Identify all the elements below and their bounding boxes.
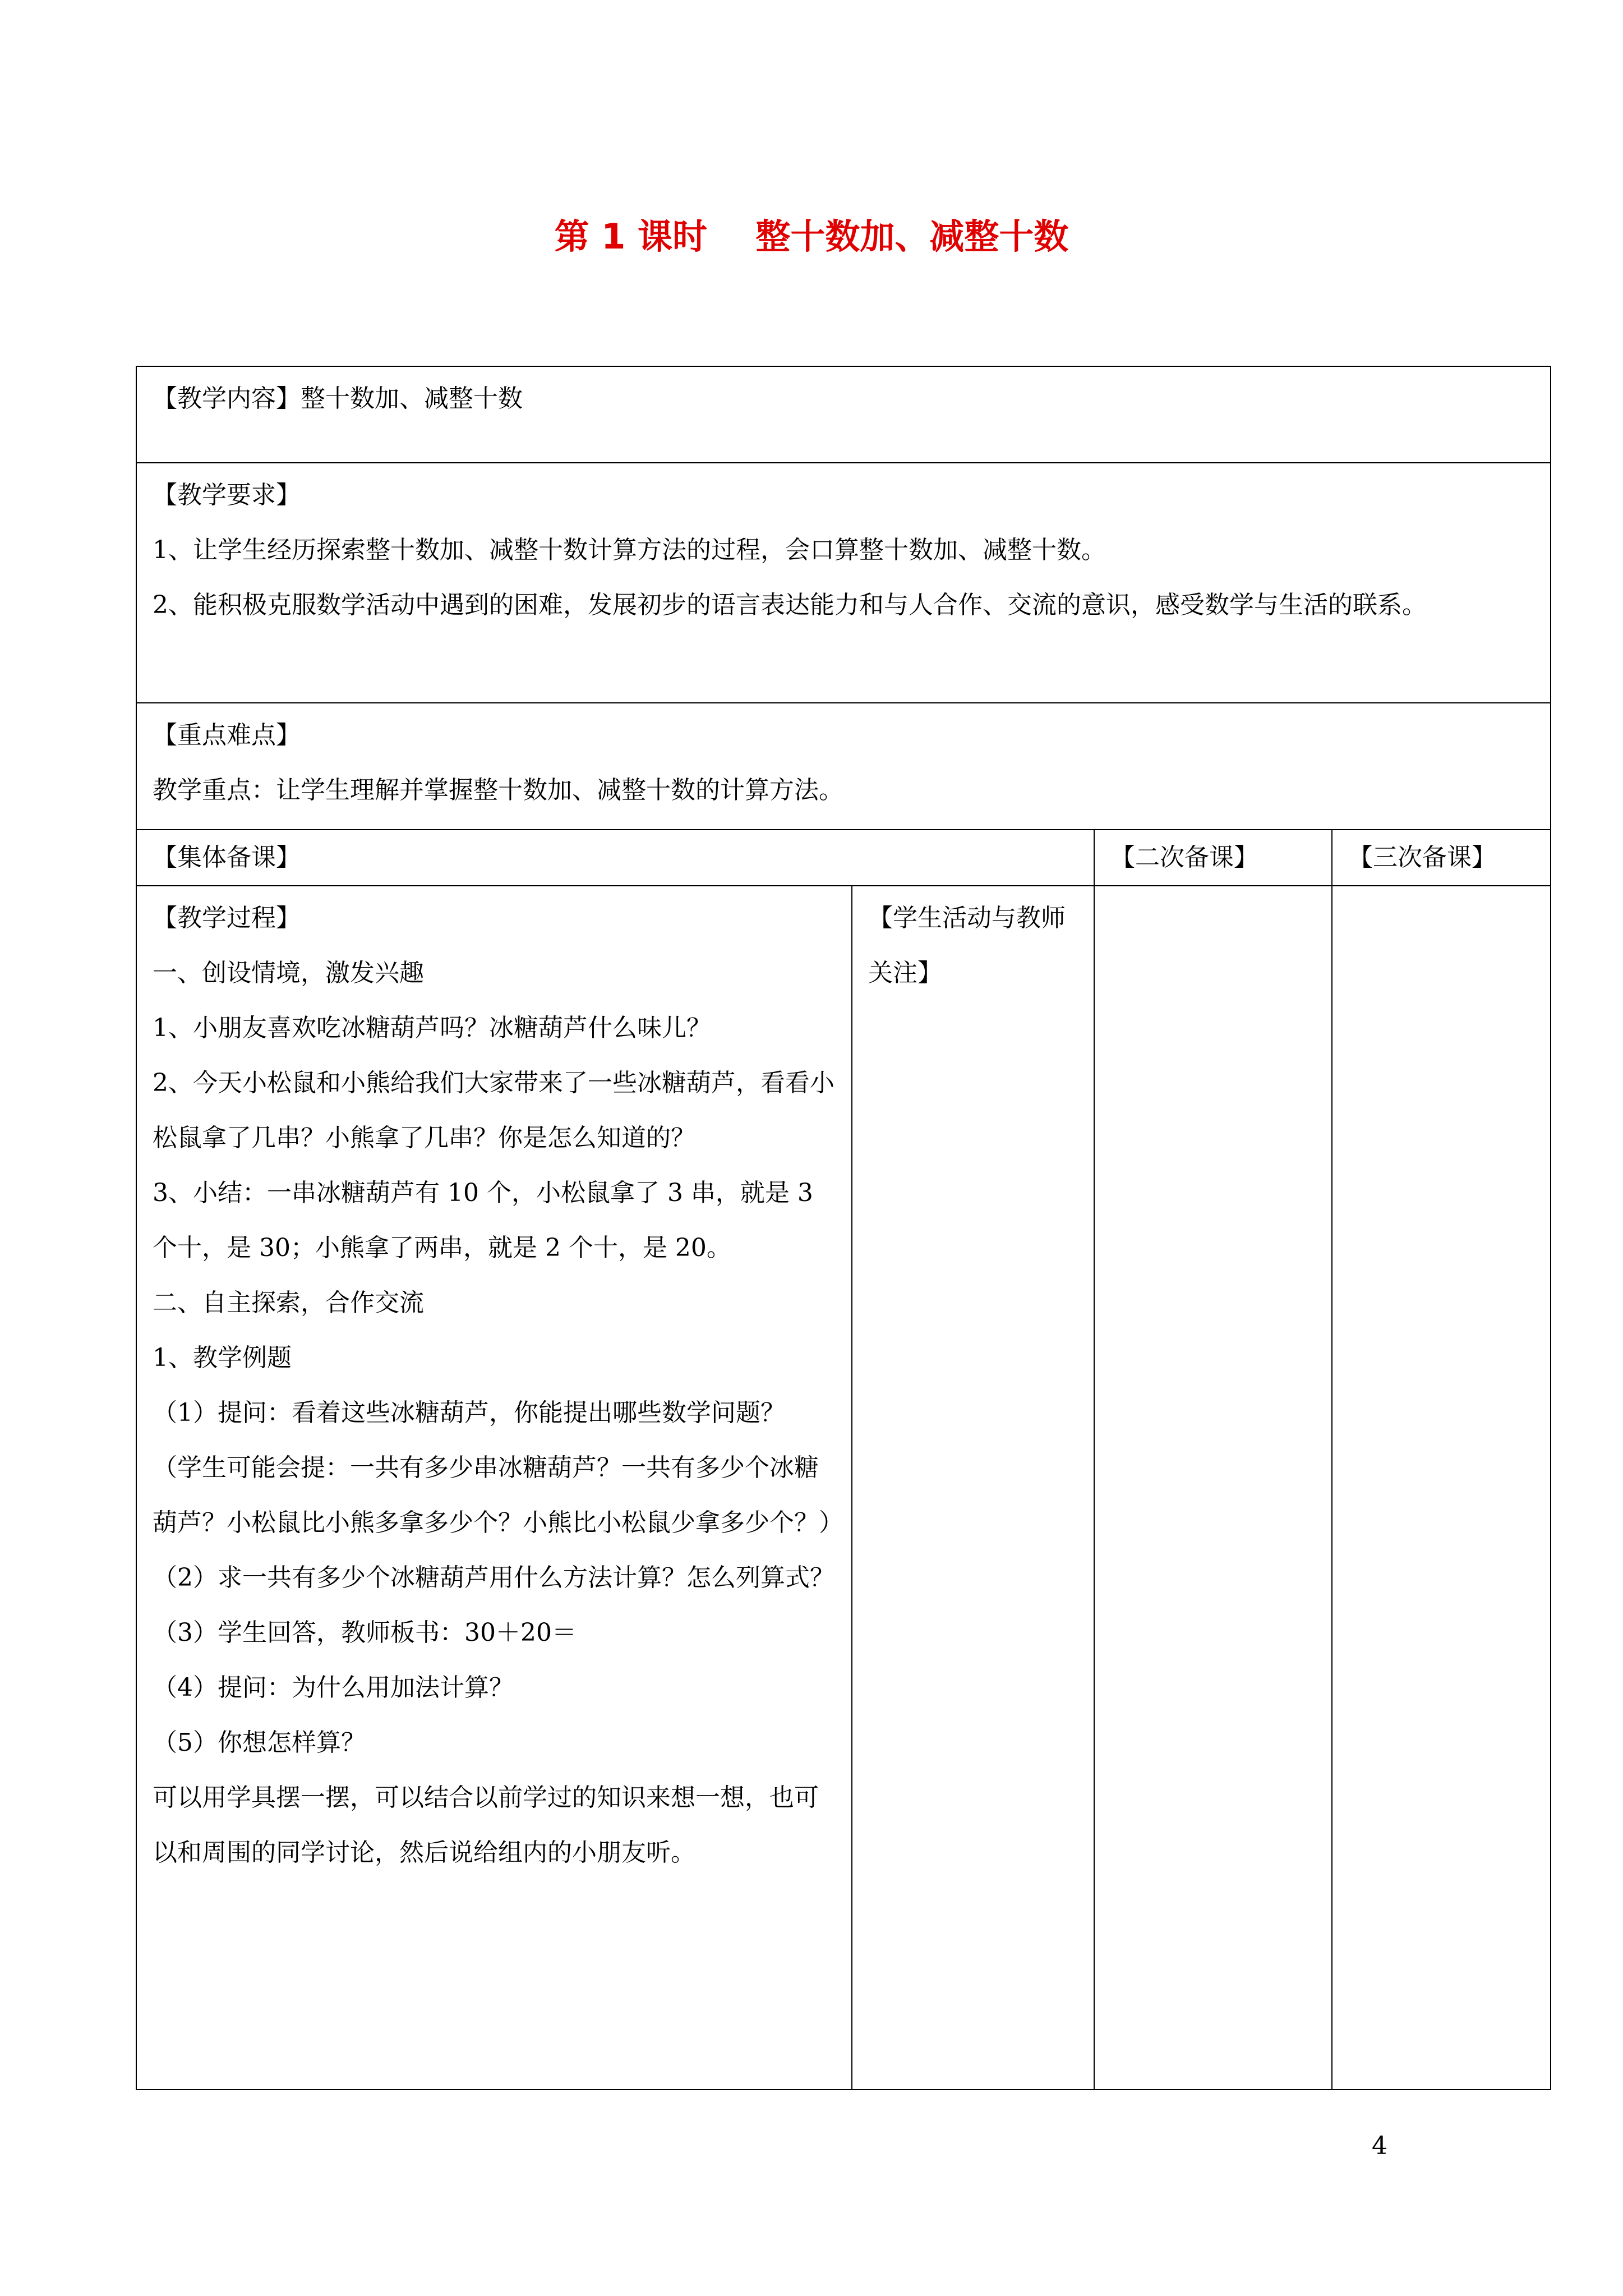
page-title: 第 1 课时 整十数加、减整十数 xyxy=(554,216,1069,257)
content-cell xyxy=(136,366,1551,463)
process-line: （5）你想怎样算？ xyxy=(153,1728,366,1757)
process-line: （4）提问：为什么用加法计算？ xyxy=(153,1673,514,1702)
process-line: （1）提问：看着这些冰糖葫芦，你能提出哪些数学问题？ xyxy=(153,1398,785,1427)
process-line: 1、小朋友喜欢吃冰糖葫芦吗？冰糖葫芦什么味儿？ xyxy=(153,1014,711,1042)
lesson-plan-table xyxy=(136,366,1551,2090)
requirements-heading: 【教学要求】 xyxy=(153,481,301,509)
process-line: 二、自主探索，合作交流 xyxy=(153,1289,424,1317)
header-row xyxy=(136,830,1551,886)
process-heading: 【教学过程】 xyxy=(153,904,301,932)
process-line: 3、小结：一串冰糖葫芦有 10 个，小松鼠拿了 3 串，就是 3 个十，是 30；小熊拿了两串，就是 2 个十，是 20。 xyxy=(153,1179,813,1262)
second-header: 【二次备课】 xyxy=(1094,830,1332,886)
key-points-heading: 【重点难点】 xyxy=(153,721,301,749)
process-row xyxy=(136,886,1551,2090)
process-line: 一、创设情境，激发兴趣 xyxy=(153,959,424,987)
content-label: 【教学内容】 xyxy=(153,384,301,413)
process-cell xyxy=(136,886,852,2090)
process-line: （3）学生回答，教师板书：30＋20＝ xyxy=(153,1618,577,1647)
content-row xyxy=(136,366,1551,463)
third-header: 【三次备课】 xyxy=(1332,830,1551,886)
third-prep-cell xyxy=(1332,886,1551,2090)
second-prep-cell xyxy=(1094,886,1332,2090)
collective-header: 【集体备课】 xyxy=(136,830,1094,886)
activity-heading: 【学生活动与教师关注】 xyxy=(868,904,1066,987)
process-line: （学生可能会提：一共有多少串冰糖葫芦？一共有多少个冰糖葫芦？小松鼠比小熊多拿多少个？小熊比小松鼠少拿多少个？） xyxy=(153,1453,843,1537)
key-points-text: 教学重点：让学生理解并掌握整十数加、减整十数的计算方法。 xyxy=(153,776,843,804)
page-number: 4 xyxy=(1372,2132,1387,2160)
activity-cell xyxy=(852,886,1094,2090)
requirement-item: 1、让学生经历探索整十数加、减整十数计算方法的过程，会口算整十数加、减整十数。 xyxy=(153,536,1106,564)
process-line: 可以用学具摆一摆，可以结合以前学过的知识来想一想，也可以和周围的同学讨论，然后说给组内的小朋友听。 xyxy=(153,1783,819,1867)
requirements-row xyxy=(136,463,1551,703)
requirement-item: 2、能积极克服数学活动中遇到的困难，发展初步的语言表达能力和与人合作、交流的意识，感受数学与生活的联系。 xyxy=(153,591,1427,619)
key-points-row xyxy=(136,703,1551,830)
requirements-cell xyxy=(136,463,1551,703)
process-line: 1、教学例题 xyxy=(153,1343,292,1372)
process-line: （2）求一共有多少个冰糖葫芦用什么方法计算？怎么列算式？ xyxy=(153,1563,834,1592)
process-line: 2、今天小松鼠和小熊给我们大家带来了一些冰糖葫芦，看看小松鼠拿了几串？小熊拿了几串？你是怎么知道的？ xyxy=(153,1069,834,1152)
key-points-cell xyxy=(136,703,1551,830)
content-value: 整十数加、减整十数 xyxy=(301,384,523,413)
